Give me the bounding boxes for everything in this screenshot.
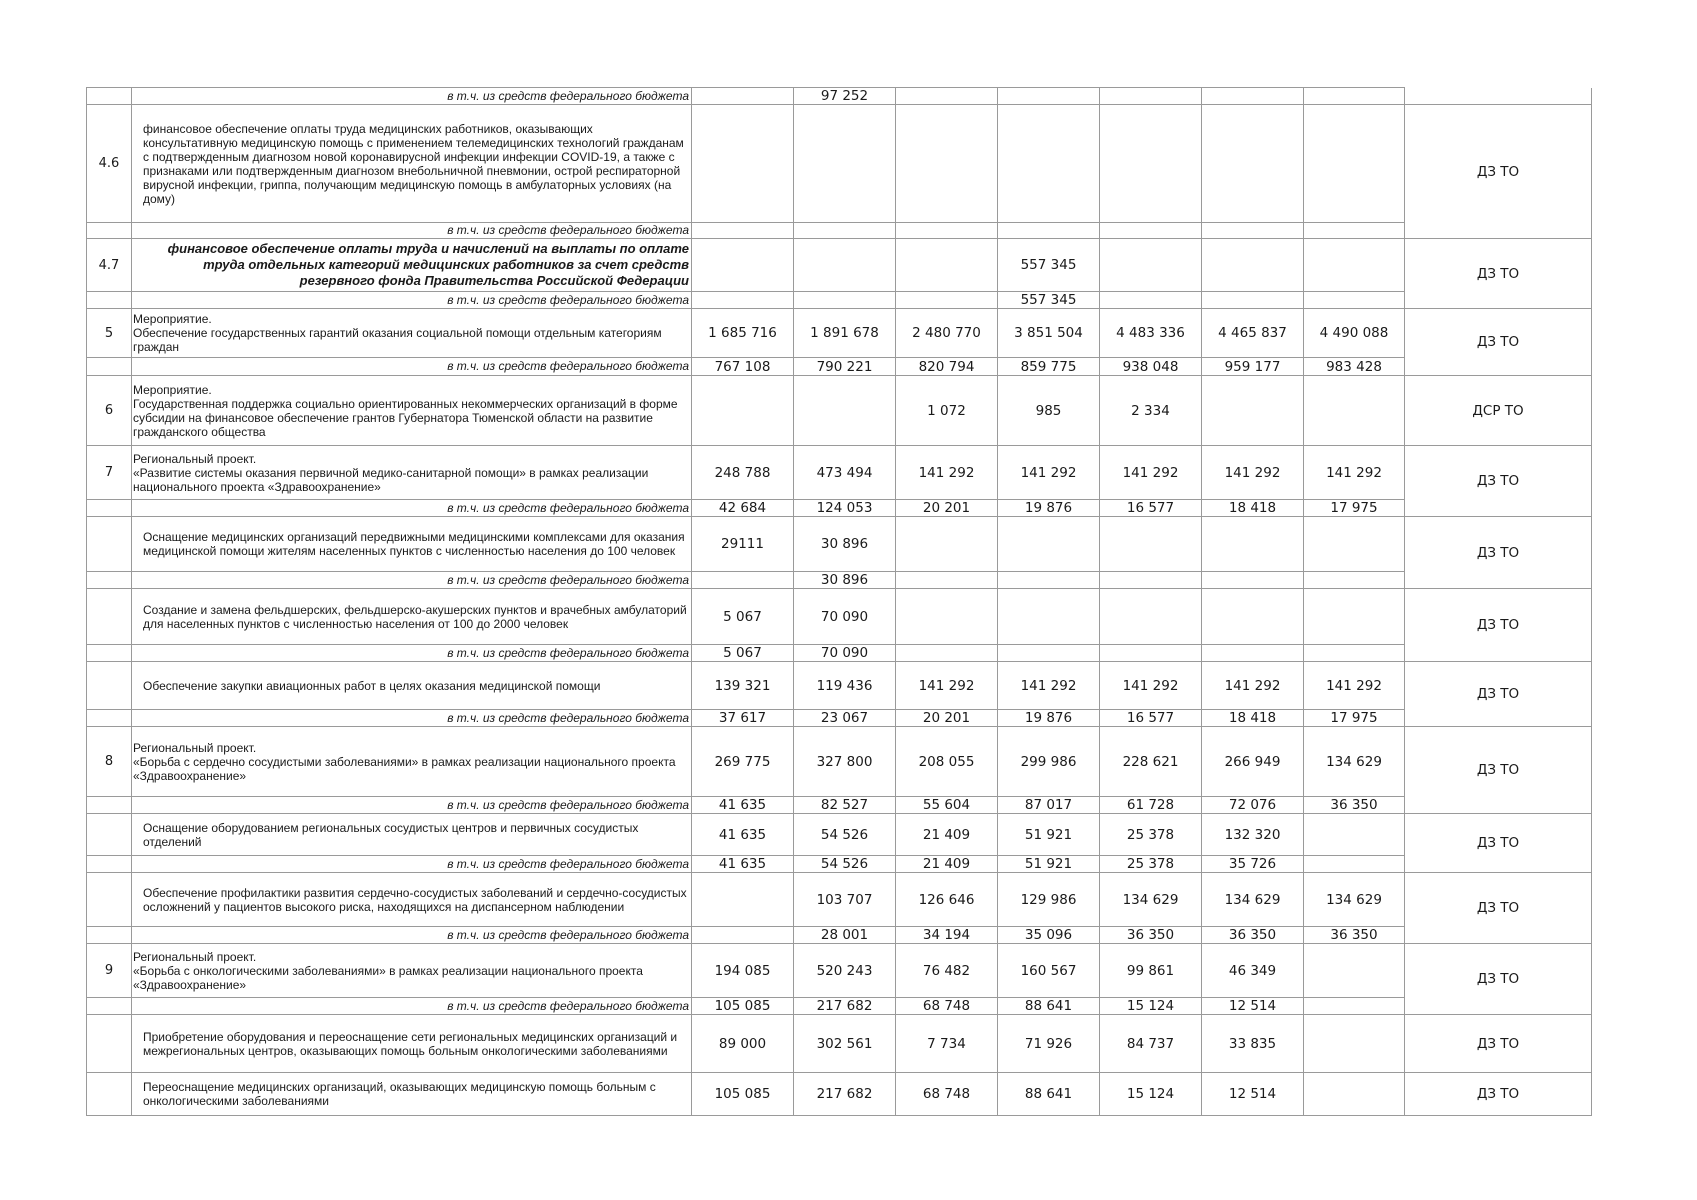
row-number bbox=[87, 572, 132, 589]
row-description: Переоснащение медицинских организаций, оказывающих медицинскую помощь больным с онкологическими заболеваниями bbox=[132, 1073, 692, 1116]
row-number: 4.7 bbox=[87, 239, 132, 292]
year-value-6 bbox=[1202, 517, 1304, 572]
federal-budget-label: в т.ч. из средств федерального бюджета bbox=[132, 572, 692, 589]
year-value-4 bbox=[998, 589, 1100, 645]
year-value-3: 208 055 bbox=[896, 727, 998, 797]
year-value-4: 19 876 bbox=[998, 500, 1100, 517]
responsible-executor: ДЗ ТО bbox=[1405, 727, 1592, 814]
federal-budget-row bbox=[87, 500, 1592, 517]
table-row bbox=[87, 376, 1592, 446]
year-value-4: 87 017 bbox=[998, 797, 1100, 814]
responsible-executor: ДЗ ТО bbox=[1405, 1073, 1592, 1116]
year-value-2 bbox=[794, 223, 896, 239]
year-value-1: 767 108 bbox=[692, 358, 794, 376]
year-value-3 bbox=[896, 239, 998, 292]
year-value-6: 12 514 bbox=[1202, 1073, 1304, 1116]
year-value-2: 23 067 bbox=[794, 710, 896, 727]
responsible-executor: ДЗ ТО bbox=[1405, 309, 1592, 376]
year-value-5: 15 124 bbox=[1100, 998, 1202, 1015]
row-number: 9 bbox=[87, 944, 132, 998]
federal-budget-label: в т.ч. из средств федерального бюджета bbox=[132, 797, 692, 814]
budget-table bbox=[86, 87, 1592, 1116]
year-value-7: 134 629 bbox=[1304, 873, 1405, 927]
year-value-6 bbox=[1202, 645, 1304, 662]
year-value-4 bbox=[998, 88, 1100, 105]
federal-budget-label: в т.ч. из средств федерального бюджета bbox=[132, 88, 692, 105]
year-value-3 bbox=[896, 105, 998, 223]
row-description: Региональный проект. «Борьба с сердечно сосудистыми заболеваниями» в рамках реализации национального проекта «Здравоохранение» bbox=[132, 727, 692, 797]
row-number bbox=[87, 814, 132, 856]
year-value-7 bbox=[1304, 292, 1405, 309]
year-value-6 bbox=[1202, 292, 1304, 309]
year-value-4: 985 bbox=[998, 376, 1100, 446]
year-value-2: 97 252 bbox=[794, 88, 896, 105]
year-value-6 bbox=[1202, 105, 1304, 223]
year-value-2 bbox=[794, 292, 896, 309]
year-value-7 bbox=[1304, 223, 1405, 239]
row-number bbox=[87, 500, 132, 517]
table-row bbox=[87, 944, 1592, 998]
year-value-5: 141 292 bbox=[1100, 662, 1202, 710]
year-value-1: 41 635 bbox=[692, 797, 794, 814]
year-value-6 bbox=[1202, 239, 1304, 292]
year-value-7: 4 490 088 bbox=[1304, 309, 1405, 358]
year-value-1 bbox=[692, 88, 794, 105]
year-value-6 bbox=[1202, 223, 1304, 239]
year-value-4 bbox=[998, 572, 1100, 589]
year-value-1: 248 788 bbox=[692, 446, 794, 500]
row-number: 4.6 bbox=[87, 105, 132, 223]
year-value-7: 36 350 bbox=[1304, 927, 1405, 944]
year-value-6 bbox=[1202, 88, 1304, 105]
year-value-2: 54 526 bbox=[794, 814, 896, 856]
responsible-executor: ДЗ ТО bbox=[1405, 944, 1592, 1015]
year-value-6: 46 349 bbox=[1202, 944, 1304, 998]
year-value-1: 105 085 bbox=[692, 998, 794, 1015]
year-value-5: 99 861 bbox=[1100, 944, 1202, 998]
year-value-3: 20 201 bbox=[896, 710, 998, 727]
budget-table-page bbox=[86, 87, 1592, 1116]
year-value-5: 15 124 bbox=[1100, 1073, 1202, 1116]
year-value-3 bbox=[896, 292, 998, 309]
year-value-1: 5 067 bbox=[692, 589, 794, 645]
responsible-executor: ДЗ ТО bbox=[1405, 1015, 1592, 1073]
federal-budget-row bbox=[87, 292, 1592, 309]
year-value-7 bbox=[1304, 1073, 1405, 1116]
year-value-1 bbox=[692, 105, 794, 223]
year-value-5: 61 728 bbox=[1100, 797, 1202, 814]
row-number bbox=[87, 223, 132, 239]
row-description: Региональный проект. «Развитие системы оказания первичной медико-санитарной помощи» в рамках реализации национального проекта «Здравоохранение» bbox=[132, 446, 692, 500]
row-number bbox=[87, 1015, 132, 1073]
year-value-2: 473 494 bbox=[794, 446, 896, 500]
responsible-executor bbox=[1405, 88, 1592, 105]
year-value-6: 141 292 bbox=[1202, 446, 1304, 500]
year-value-1 bbox=[692, 223, 794, 239]
year-value-5 bbox=[1100, 517, 1202, 572]
row-number: 8 bbox=[87, 727, 132, 797]
year-value-2: 217 682 bbox=[794, 1073, 896, 1116]
year-value-2: 28 001 bbox=[794, 927, 896, 944]
table-row bbox=[87, 239, 1592, 292]
year-value-5: 16 577 bbox=[1100, 710, 1202, 727]
year-value-3: 7 734 bbox=[896, 1015, 998, 1073]
year-value-2: 119 436 bbox=[794, 662, 896, 710]
row-description: Мероприятие. Обеспечение государственных гарантий оказания социальной помощи отдельным категориям граждан bbox=[132, 309, 692, 358]
year-value-4 bbox=[998, 105, 1100, 223]
row-description: Региональный проект. «Борьба с онкологическими заболеваниями» в рамках реализации национального проекта «Здравоохранение» bbox=[132, 944, 692, 998]
year-value-5: 141 292 bbox=[1100, 446, 1202, 500]
year-value-5: 25 378 bbox=[1100, 856, 1202, 873]
year-value-1: 1 685 716 bbox=[692, 309, 794, 358]
year-value-3 bbox=[896, 589, 998, 645]
year-value-7 bbox=[1304, 1015, 1405, 1073]
year-value-1: 89 000 bbox=[692, 1015, 794, 1073]
year-value-6: 4 465 837 bbox=[1202, 309, 1304, 358]
federal-budget-row bbox=[87, 998, 1592, 1015]
year-value-7 bbox=[1304, 589, 1405, 645]
year-value-6: 141 292 bbox=[1202, 662, 1304, 710]
year-value-3: 1 072 bbox=[896, 376, 998, 446]
year-value-2: 124 053 bbox=[794, 500, 896, 517]
row-number bbox=[87, 856, 132, 873]
year-value-7 bbox=[1304, 998, 1405, 1015]
year-value-3: 55 604 bbox=[896, 797, 998, 814]
row-number bbox=[87, 517, 132, 572]
responsible-executor: ДСР ТО bbox=[1405, 376, 1592, 446]
year-value-5: 938 048 bbox=[1100, 358, 1202, 376]
federal-budget-label: в т.ч. из средств федерального бюджета bbox=[132, 645, 692, 662]
year-value-6: 134 629 bbox=[1202, 873, 1304, 927]
responsible-executor: ДЗ ТО bbox=[1405, 239, 1592, 309]
federal-budget-label: в т.ч. из средств федерального бюджета bbox=[132, 998, 692, 1015]
row-number bbox=[87, 927, 132, 944]
row-number bbox=[87, 88, 132, 105]
federal-budget-label: в т.ч. из средств федерального бюджета bbox=[132, 927, 692, 944]
year-value-2: 302 561 bbox=[794, 1015, 896, 1073]
federal-budget-row bbox=[87, 645, 1592, 662]
year-value-7: 36 350 bbox=[1304, 797, 1405, 814]
year-value-4: 141 292 bbox=[998, 662, 1100, 710]
year-value-4 bbox=[998, 223, 1100, 239]
year-value-1: 41 635 bbox=[692, 814, 794, 856]
year-value-7 bbox=[1304, 856, 1405, 873]
year-value-6: 266 949 bbox=[1202, 727, 1304, 797]
year-value-5: 134 629 bbox=[1100, 873, 1202, 927]
year-value-6: 33 835 bbox=[1202, 1015, 1304, 1073]
year-value-7 bbox=[1304, 376, 1405, 446]
year-value-4: 160 567 bbox=[998, 944, 1100, 998]
table-row bbox=[87, 1015, 1592, 1073]
federal-budget-row bbox=[87, 88, 1592, 105]
year-value-1: 5 067 bbox=[692, 645, 794, 662]
table-row bbox=[87, 814, 1592, 856]
year-value-1 bbox=[692, 239, 794, 292]
row-description: Создание и замена фельдшерских, фельдшерско-акушерских пунктов и врачебных амбулаторий для населенных пунктов с численностью населения от 100 до 2000 человек bbox=[132, 589, 692, 645]
year-value-1 bbox=[692, 927, 794, 944]
row-number: 7 bbox=[87, 446, 132, 500]
federal-budget-row bbox=[87, 358, 1592, 376]
year-value-5 bbox=[1100, 223, 1202, 239]
year-value-7: 983 428 bbox=[1304, 358, 1405, 376]
year-value-3: 820 794 bbox=[896, 358, 998, 376]
year-value-6: 36 350 bbox=[1202, 927, 1304, 944]
year-value-5: 84 737 bbox=[1100, 1015, 1202, 1073]
table-row bbox=[87, 727, 1592, 797]
year-value-5 bbox=[1100, 88, 1202, 105]
responsible-executor: ДЗ ТО bbox=[1405, 814, 1592, 873]
year-value-1: 269 775 bbox=[692, 727, 794, 797]
year-value-3: 20 201 bbox=[896, 500, 998, 517]
table-row bbox=[87, 517, 1592, 572]
year-value-5: 4 483 336 bbox=[1100, 309, 1202, 358]
row-number bbox=[87, 589, 132, 645]
row-description: Приобретение оборудования и переоснащение сети региональных медицинских организаций и межрегиональных центров, оказывающих помощь больным онкологическими заболеваниями bbox=[132, 1015, 692, 1073]
year-value-2 bbox=[794, 239, 896, 292]
year-value-4: 3 851 504 bbox=[998, 309, 1100, 358]
table-row bbox=[87, 309, 1592, 358]
year-value-6 bbox=[1202, 572, 1304, 589]
row-number bbox=[87, 710, 132, 727]
federal-budget-label: в т.ч. из средств федерального бюджета bbox=[132, 358, 692, 376]
year-value-3: 141 292 bbox=[896, 446, 998, 500]
year-value-4: 299 986 bbox=[998, 727, 1100, 797]
year-value-7 bbox=[1304, 645, 1405, 662]
year-value-2: 790 221 bbox=[794, 358, 896, 376]
year-value-4: 557 345 bbox=[998, 292, 1100, 309]
row-number bbox=[87, 998, 132, 1015]
row-number bbox=[87, 645, 132, 662]
year-value-4: 129 986 bbox=[998, 873, 1100, 927]
year-value-1: 41 635 bbox=[692, 856, 794, 873]
year-value-7: 134 629 bbox=[1304, 727, 1405, 797]
year-value-1 bbox=[692, 292, 794, 309]
year-value-3: 126 646 bbox=[896, 873, 998, 927]
row-number bbox=[87, 797, 132, 814]
year-value-2: 30 896 bbox=[794, 572, 896, 589]
year-value-5 bbox=[1100, 105, 1202, 223]
year-value-1: 37 617 bbox=[692, 710, 794, 727]
row-description: финансовое обеспечение оплаты труда медицинских работников, оказывающих консультативную медицинскую помощь с применением телемедицинских технологий гражданам с подтвержденным диагнозом новой коронавирусной инфекции инфекции COVID-19, а также с признаками или подтвержденным диагнозом внебольничной пневмонии, острой респираторной вирусной инфекции, гриппа, получающим медицинскую помощь в амбулаторных условиях (на дому) bbox=[132, 105, 692, 223]
year-value-3 bbox=[896, 572, 998, 589]
year-value-3 bbox=[896, 88, 998, 105]
year-value-6: 72 076 bbox=[1202, 797, 1304, 814]
year-value-3: 21 409 bbox=[896, 814, 998, 856]
table-row bbox=[87, 589, 1592, 645]
year-value-4: 88 641 bbox=[998, 998, 1100, 1015]
federal-budget-row bbox=[87, 797, 1592, 814]
year-value-7 bbox=[1304, 814, 1405, 856]
responsible-executor: ДЗ ТО bbox=[1405, 589, 1592, 662]
table-row bbox=[87, 446, 1592, 500]
federal-budget-label: в т.ч. из средств федерального бюджета bbox=[132, 710, 692, 727]
year-value-5 bbox=[1100, 572, 1202, 589]
year-value-1 bbox=[692, 873, 794, 927]
year-value-5: 16 577 bbox=[1100, 500, 1202, 517]
year-value-1: 194 085 bbox=[692, 944, 794, 998]
year-value-2 bbox=[794, 376, 896, 446]
year-value-5 bbox=[1100, 645, 1202, 662]
year-value-4: 859 775 bbox=[998, 358, 1100, 376]
year-value-2: 70 090 bbox=[794, 645, 896, 662]
year-value-7 bbox=[1304, 517, 1405, 572]
year-value-5 bbox=[1100, 589, 1202, 645]
year-value-3 bbox=[896, 517, 998, 572]
year-value-4: 88 641 bbox=[998, 1073, 1100, 1116]
year-value-2: 1 891 678 bbox=[794, 309, 896, 358]
year-value-3: 141 292 bbox=[896, 662, 998, 710]
year-value-2 bbox=[794, 105, 896, 223]
year-value-2: 520 243 bbox=[794, 944, 896, 998]
year-value-4: 51 921 bbox=[998, 814, 1100, 856]
responsible-executor: ДЗ ТО bbox=[1405, 873, 1592, 944]
row-number bbox=[87, 662, 132, 710]
year-value-6: 132 320 bbox=[1202, 814, 1304, 856]
year-value-5: 2 334 bbox=[1100, 376, 1202, 446]
responsible-executor: ДЗ ТО bbox=[1405, 446, 1592, 517]
year-value-4: 35 096 bbox=[998, 927, 1100, 944]
year-value-6 bbox=[1202, 589, 1304, 645]
year-value-7 bbox=[1304, 944, 1405, 998]
year-value-5 bbox=[1100, 292, 1202, 309]
year-value-4: 51 921 bbox=[998, 856, 1100, 873]
year-value-3 bbox=[896, 223, 998, 239]
row-number: 6 bbox=[87, 376, 132, 446]
year-value-1: 139 321 bbox=[692, 662, 794, 710]
year-value-1 bbox=[692, 572, 794, 589]
year-value-2: 30 896 bbox=[794, 517, 896, 572]
year-value-4 bbox=[998, 517, 1100, 572]
row-description: Оснащение медицинских организаций передвижными медицинскими комплексами для оказания медицинской помощи жителям населенных пунктов с численностью населения до 100 человек bbox=[132, 517, 692, 572]
row-number bbox=[87, 873, 132, 927]
year-value-1: 105 085 bbox=[692, 1073, 794, 1116]
year-value-4: 141 292 bbox=[998, 446, 1100, 500]
year-value-4: 19 876 bbox=[998, 710, 1100, 727]
year-value-7: 141 292 bbox=[1304, 446, 1405, 500]
year-value-6: 18 418 bbox=[1202, 710, 1304, 727]
federal-budget-row bbox=[87, 710, 1592, 727]
year-value-5 bbox=[1100, 239, 1202, 292]
year-value-2: 82 527 bbox=[794, 797, 896, 814]
year-value-3: 34 194 bbox=[896, 927, 998, 944]
row-description: Оснащение оборудованием региональных сосудистых центров и первичных сосудистых отделений bbox=[132, 814, 692, 856]
table-row bbox=[87, 1073, 1592, 1116]
year-value-7: 17 975 bbox=[1304, 710, 1405, 727]
year-value-6: 35 726 bbox=[1202, 856, 1304, 873]
year-value-3: 68 748 bbox=[896, 1073, 998, 1116]
table-row bbox=[87, 105, 1592, 223]
federal-budget-row bbox=[87, 927, 1592, 944]
federal-budget-label: в т.ч. из средств федерального бюджета bbox=[132, 500, 692, 517]
year-value-6: 959 177 bbox=[1202, 358, 1304, 376]
row-description: финансовое обеспечение оплаты труда и начислений на выплаты по оплате труда отдельных категорий медицинских работников за счет средств резервного фонда Правительства Российской Федерации bbox=[132, 239, 692, 292]
year-value-7 bbox=[1304, 88, 1405, 105]
federal-budget-row bbox=[87, 856, 1592, 873]
row-number bbox=[87, 292, 132, 309]
year-value-5: 228 621 bbox=[1100, 727, 1202, 797]
year-value-1: 42 684 bbox=[692, 500, 794, 517]
year-value-4: 557 345 bbox=[998, 239, 1100, 292]
year-value-3: 68 748 bbox=[896, 998, 998, 1015]
federal-budget-label: в т.ч. из средств федерального бюджета bbox=[132, 292, 692, 309]
year-value-6: 18 418 bbox=[1202, 500, 1304, 517]
year-value-3: 76 482 bbox=[896, 944, 998, 998]
year-value-2: 70 090 bbox=[794, 589, 896, 645]
year-value-7: 141 292 bbox=[1304, 662, 1405, 710]
responsible-executor: ДЗ ТО bbox=[1405, 662, 1592, 727]
year-value-2: 54 526 bbox=[794, 856, 896, 873]
responsible-executor: ДЗ ТО bbox=[1405, 105, 1592, 239]
year-value-4 bbox=[998, 645, 1100, 662]
year-value-6: 12 514 bbox=[1202, 998, 1304, 1015]
year-value-3 bbox=[896, 645, 998, 662]
year-value-6 bbox=[1202, 376, 1304, 446]
row-description: Мероприятие. Государственная поддержка социально ориентированных некоммерческих организаций в форме субсидии на финансовое обеспечение грантов Губернатора Тюменской области на развитие гражданского общества bbox=[132, 376, 692, 446]
year-value-5: 25 378 bbox=[1100, 814, 1202, 856]
year-value-3: 21 409 bbox=[896, 856, 998, 873]
table-row bbox=[87, 873, 1592, 927]
table-body bbox=[87, 88, 1592, 1116]
year-value-3: 2 480 770 bbox=[896, 309, 998, 358]
federal-budget-label: в т.ч. из средств федерального бюджета bbox=[132, 223, 692, 239]
year-value-2: 217 682 bbox=[794, 998, 896, 1015]
federal-budget-row bbox=[87, 572, 1592, 589]
row-description: Обеспечение профилактики развития сердечно-сосудистых заболеваний и сердечно-сосудистых осложнений у пациентов высокого риска, находящихся на диспансерном наблюдении bbox=[132, 873, 692, 927]
year-value-1 bbox=[692, 376, 794, 446]
row-number: 5 bbox=[87, 309, 132, 358]
row-number bbox=[87, 358, 132, 376]
year-value-1: 29111 bbox=[692, 517, 794, 572]
federal-budget-label: в т.ч. из средств федерального бюджета bbox=[132, 856, 692, 873]
year-value-5: 36 350 bbox=[1100, 927, 1202, 944]
year-value-2: 103 707 bbox=[794, 873, 896, 927]
responsible-executor: ДЗ ТО bbox=[1405, 517, 1592, 589]
year-value-4: 71 926 bbox=[998, 1015, 1100, 1073]
year-value-7 bbox=[1304, 105, 1405, 223]
federal-budget-row bbox=[87, 223, 1592, 239]
year-value-7 bbox=[1304, 572, 1405, 589]
row-description: Обеспечение закупки авиационных работ в целях оказания медицинской помощи bbox=[132, 662, 692, 710]
row-number bbox=[87, 1073, 132, 1116]
table-row bbox=[87, 662, 1592, 710]
year-value-7: 17 975 bbox=[1304, 500, 1405, 517]
year-value-7 bbox=[1304, 239, 1405, 292]
year-value-2: 327 800 bbox=[794, 727, 896, 797]
